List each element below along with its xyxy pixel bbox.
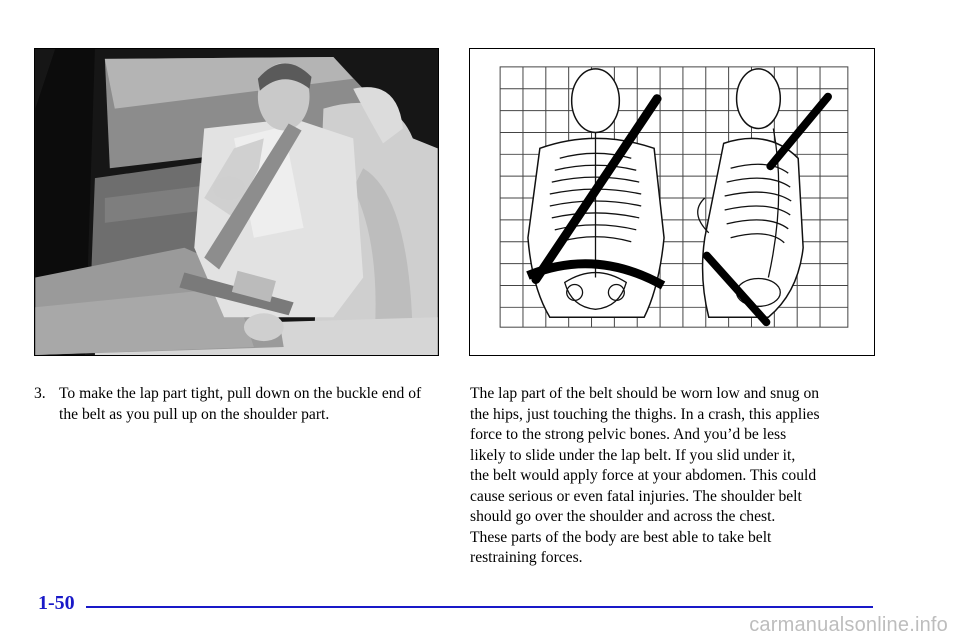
footer-rule xyxy=(86,606,873,608)
paragraph-line: should go over the shoulder and across the chest. xyxy=(470,508,776,525)
watermark-text: carmanualsonline.info xyxy=(749,614,948,636)
skeleton-belt-drawing xyxy=(470,49,874,355)
skeleton-belt-diagram xyxy=(469,48,875,356)
step-3-item xyxy=(34,384,444,425)
paragraph-line: force to the strong pelvic bones. And you’d be less xyxy=(470,426,787,443)
man-seatbelt-drawing xyxy=(35,49,438,355)
step-text: To make the lap part tight, pull down on the buckle end of the belt as you pull up on the shoulder part. xyxy=(59,385,422,423)
paragraph-line: restraining forces. xyxy=(470,549,583,566)
paragraph-line: the belt would apply force at your abdomen. This could xyxy=(470,467,817,484)
seatbelt-fastening-illustration xyxy=(34,48,439,356)
paragraph-line: cause serious or even fatal injuries. The shoulder belt xyxy=(470,487,802,505)
page-number: 1-50 xyxy=(38,592,75,614)
paragraph-line: These parts of the body are best able to take belt xyxy=(470,528,772,546)
step-number: 3. xyxy=(34,385,46,402)
paragraph-line: the hips, just touching the thighs. In a crash, this applies xyxy=(470,405,820,423)
lap-belt-paragraph xyxy=(470,384,880,569)
paragraph-line: likely to slide under the lap belt. If you slid under it, xyxy=(470,446,796,464)
paragraph-line: The lap part of the belt should be worn low and snug on xyxy=(470,385,820,402)
